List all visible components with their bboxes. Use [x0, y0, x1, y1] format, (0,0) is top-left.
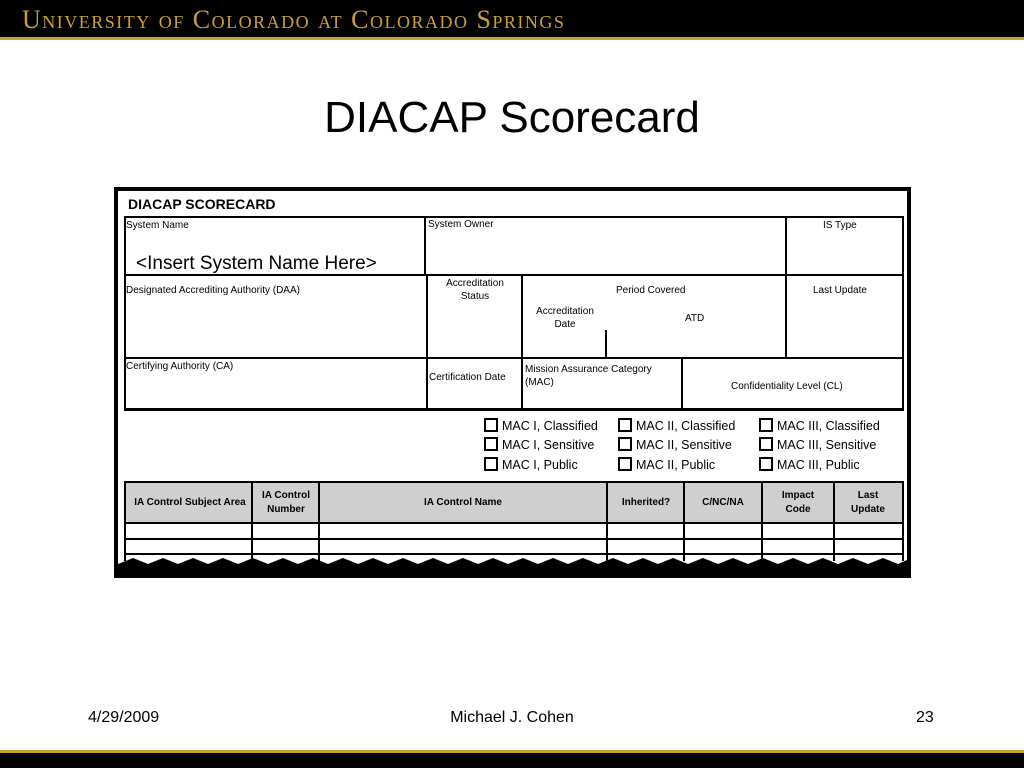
label-line: Accreditation: [446, 278, 504, 289]
header-line: Impact: [781, 490, 815, 501]
mac-option-label: MAC III, Classified: [777, 419, 880, 433]
grid-line: [426, 274, 428, 409]
grid-line: [606, 481, 608, 561]
accreditation-date-label: [526, 305, 604, 331]
grid-line: [318, 481, 320, 561]
ca-label: Certifying Authority (CA): [126, 361, 234, 372]
grid-line: [124, 522, 904, 524]
mac-option-label: MAC I, Classified: [502, 419, 598, 433]
grid-line: [124, 481, 904, 483]
is-type-label: IS Type: [823, 220, 857, 231]
checkbox-icon[interactable]: [484, 457, 498, 471]
mac-option-label: MAC II, Sensitive: [636, 438, 732, 452]
footer-author: Michael J. Cohen: [450, 709, 574, 726]
mac-option-label: MAC II, Public: [636, 458, 716, 472]
th-control-name: IA Control Name: [424, 497, 502, 508]
bottom-banner: [0, 750, 1024, 768]
mac-option[interactable]: [618, 418, 735, 434]
mac-option-label: MAC I, Sensitive: [502, 438, 595, 452]
mac-option[interactable]: [759, 437, 876, 453]
grid-line: [124, 216, 904, 218]
th-inherited: Inherited?: [621, 497, 671, 508]
th-cnc: C/NC/NA: [702, 497, 744, 508]
th-subject-area: IA Control Subject Area: [134, 497, 246, 508]
checkbox-icon[interactable]: [618, 418, 632, 432]
grid-line: [833, 481, 835, 561]
mac-option[interactable]: [484, 437, 594, 453]
period-covered-label: Period Covered: [616, 285, 686, 296]
mac-option[interactable]: [484, 418, 598, 434]
mac-option-label: MAC II, Classified: [636, 419, 736, 433]
grid-line: [683, 481, 685, 561]
checkbox-icon[interactable]: [618, 457, 632, 471]
label-line: Date: [554, 319, 576, 330]
checkbox-icon[interactable]: [759, 437, 773, 451]
mac-option[interactable]: [484, 457, 578, 473]
header-line: Number: [267, 504, 305, 515]
scorecard-heading: DIACAP SCORECARD: [128, 196, 276, 212]
checkbox-icon[interactable]: [618, 437, 632, 451]
grid-line: [124, 357, 904, 359]
th-control-number: [254, 489, 318, 517]
th-impact-code: [763, 489, 833, 517]
accreditation-status-label: [430, 277, 520, 303]
system-name-label: System Name: [126, 220, 189, 231]
grid-line: [124, 216, 126, 411]
mac-option[interactable]: [618, 457, 715, 473]
scorecard-body: [118, 191, 907, 574]
grid-line: [251, 481, 253, 561]
checkbox-icon[interactable]: [759, 418, 773, 432]
system-owner-label: System Owner: [428, 219, 494, 230]
slide-title: DIACAP Scorecard: [324, 93, 700, 142]
grid-line: [424, 216, 426, 276]
grid-line: [902, 481, 904, 561]
checkbox-icon[interactable]: [484, 418, 498, 432]
grid-line: [761, 481, 763, 561]
daa-label: Designated Accrediting Authority (DAA): [126, 285, 300, 296]
header-line: IA Control: [262, 490, 310, 501]
mac-option[interactable]: [759, 457, 860, 473]
grid-line: [124, 408, 904, 411]
checkbox-icon[interactable]: [484, 437, 498, 451]
last-update-label: Last Update: [813, 285, 867, 296]
confidentiality-level-label: Confidentiality Level (CL): [731, 381, 843, 392]
diacap-scorecard-form: [114, 187, 911, 578]
footer-date: 4/29/2009: [88, 709, 160, 726]
grid-line: [902, 216, 904, 411]
grid-line: [521, 357, 523, 409]
label-line: (MAC): [525, 377, 554, 388]
mac-option-label: MAC III, Sensitive: [777, 438, 877, 452]
grid-line: [124, 553, 904, 555]
label-line: Accreditation: [536, 306, 594, 317]
page-number: 23: [916, 709, 934, 726]
label-line: Status: [460, 291, 490, 302]
torn-edge-icon: [118, 556, 907, 574]
grid-line: [785, 274, 787, 359]
grid-line: [681, 357, 683, 409]
mac-option-label: MAC III, Public: [777, 458, 860, 472]
label-line: Mission Assurance Category: [525, 364, 652, 375]
header-line: Update: [851, 504, 885, 515]
grid-line: [124, 481, 126, 561]
header-line: Code: [785, 504, 811, 515]
grid-line: [605, 330, 607, 358]
mac-option[interactable]: [759, 418, 880, 434]
th-last-update: [835, 489, 901, 517]
certification-date-label: Certification Date: [429, 372, 506, 383]
mac-option-label: MAC I, Public: [502, 458, 578, 472]
mac-option[interactable]: [618, 437, 732, 453]
institution-name: University of Colorado at Colorado Springs: [22, 5, 566, 34]
mac-label: [525, 363, 652, 389]
top-banner: [0, 0, 1024, 40]
grid-line: [521, 274, 523, 359]
grid-line: [785, 216, 787, 276]
header-line: Last: [857, 490, 879, 501]
grid-line: [124, 538, 904, 540]
atd-label: ATD: [685, 313, 705, 324]
system-name-value: <Insert System Name Here>: [136, 253, 377, 274]
checkbox-icon[interactable]: [759, 457, 773, 471]
